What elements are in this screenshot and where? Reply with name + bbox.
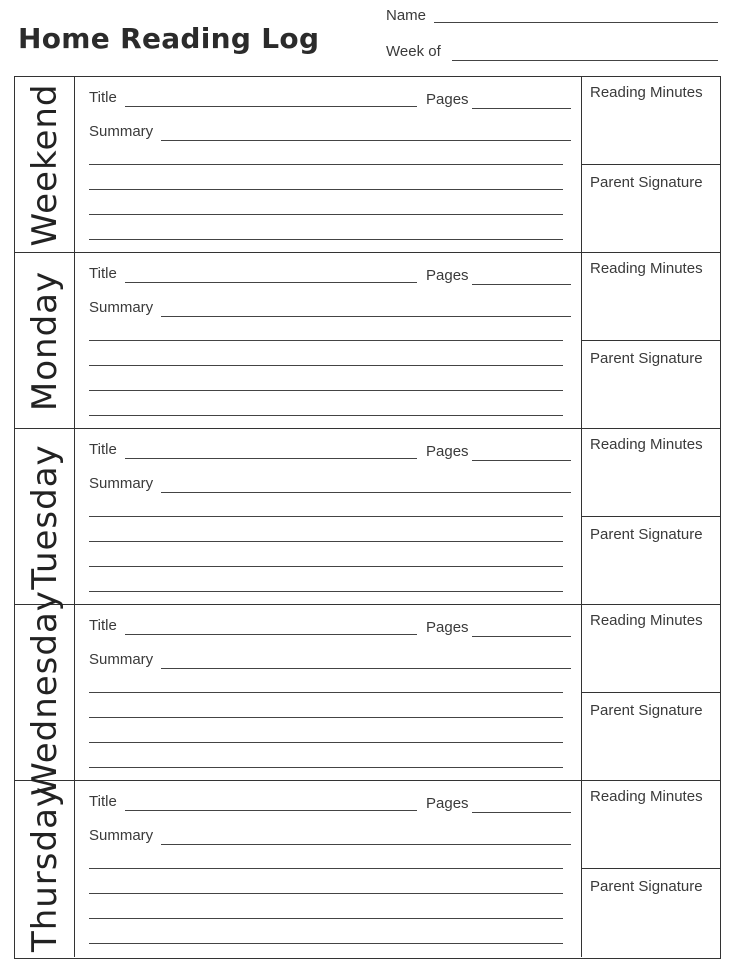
- parent-signature-label: Parent Signature: [590, 526, 703, 543]
- day-section-wednesday: [15, 589, 720, 796]
- side-boxes: [581, 781, 720, 957]
- reading-minutes-box[interactable]: [582, 605, 720, 693]
- summary-line[interactable]: [89, 893, 563, 894]
- day-label: Monday: [24, 270, 65, 411]
- summary-line[interactable]: [161, 140, 571, 141]
- pages-field[interactable]: [472, 108, 571, 109]
- summary-line[interactable]: [89, 868, 563, 869]
- title-label: Title: [89, 793, 117, 810]
- day-label: Thursday: [24, 785, 65, 953]
- summary-label: Summary: [89, 475, 154, 492]
- parent-signature-label: Parent Signature: [590, 350, 703, 367]
- summary-line[interactable]: [89, 566, 563, 567]
- summary-line[interactable]: [89, 742, 563, 743]
- reading-minutes-label: Reading Minutes: [590, 788, 703, 805]
- summary-line[interactable]: [89, 516, 563, 517]
- summary-label: Summary: [89, 299, 154, 316]
- summary-line[interactable]: [89, 943, 563, 944]
- reading-minutes-label: Reading Minutes: [590, 612, 703, 629]
- summary-line[interactable]: [161, 844, 571, 845]
- summary-line[interactable]: [89, 692, 563, 693]
- summary-line[interactable]: [89, 365, 563, 366]
- parent-signature-box[interactable]: [582, 869, 720, 957]
- side-boxes: [581, 605, 720, 780]
- parent-signature-box[interactable]: [582, 165, 720, 253]
- summary-line[interactable]: [89, 390, 563, 391]
- pages-label: Pages: [426, 91, 469, 108]
- summary-line[interactable]: [161, 668, 571, 669]
- title-field[interactable]: [125, 282, 417, 283]
- summary-line[interactable]: [89, 918, 563, 919]
- summary-label: Summary: [89, 827, 154, 844]
- entry-area: [75, 781, 581, 957]
- day-label: Tuesday: [24, 443, 65, 590]
- summary-line[interactable]: [89, 189, 563, 190]
- title-field[interactable]: [125, 458, 417, 459]
- day-section-weekend: [15, 77, 720, 253]
- day-column: [15, 77, 75, 252]
- summary-line[interactable]: [89, 591, 563, 592]
- side-boxes: [581, 77, 720, 252]
- day-column: [15, 429, 75, 604]
- name-label: Name: [386, 7, 427, 24]
- name-field[interactable]: [434, 22, 718, 23]
- pages-field[interactable]: [472, 636, 571, 637]
- week-of-label: Week of: [386, 43, 441, 60]
- entry-area: [75, 605, 581, 780]
- summary-line[interactable]: [89, 767, 563, 768]
- summary-line[interactable]: [89, 541, 563, 542]
- title-field[interactable]: [125, 634, 417, 635]
- day-section-tuesday: [15, 429, 720, 605]
- summary-line[interactable]: [89, 164, 563, 165]
- reading-minutes-box[interactable]: [582, 429, 720, 517]
- parent-signature-box[interactable]: [582, 517, 720, 605]
- day-column: [15, 781, 75, 957]
- page-title: Home Reading Log: [18, 22, 320, 55]
- title-label: Title: [89, 617, 117, 634]
- summary-label: Summary: [89, 123, 154, 140]
- reading-minutes-label: Reading Minutes: [590, 84, 703, 101]
- reading-log-grid: [14, 76, 721, 959]
- reading-minutes-label: Reading Minutes: [590, 436, 703, 453]
- summary-label: Summary: [89, 651, 154, 668]
- title-field[interactable]: [125, 810, 417, 811]
- parent-signature-label: Parent Signature: [590, 702, 703, 719]
- pages-field[interactable]: [472, 284, 571, 285]
- day-section-thursday: [15, 781, 720, 957]
- day-column: [15, 253, 75, 428]
- summary-line[interactable]: [89, 214, 563, 215]
- parent-signature-label: Parent Signature: [590, 878, 703, 895]
- parent-signature-box[interactable]: [582, 693, 720, 781]
- summary-line[interactable]: [89, 340, 563, 341]
- summary-line[interactable]: [89, 717, 563, 718]
- reading-minutes-label: Reading Minutes: [590, 260, 703, 277]
- side-boxes: [581, 253, 720, 428]
- entry-area: [75, 429, 581, 604]
- reading-minutes-box[interactable]: [582, 77, 720, 165]
- title-label: Title: [89, 89, 117, 106]
- title-field[interactable]: [125, 106, 417, 107]
- day-label: Wednesday: [24, 589, 65, 796]
- summary-line[interactable]: [89, 239, 563, 240]
- pages-label: Pages: [426, 619, 469, 636]
- reading-minutes-box[interactable]: [582, 253, 720, 341]
- pages-label: Pages: [426, 443, 469, 460]
- pages-field[interactable]: [472, 460, 571, 461]
- parent-signature-label: Parent Signature: [590, 174, 703, 191]
- side-boxes: [581, 429, 720, 604]
- entry-area: [75, 253, 581, 428]
- summary-line[interactable]: [161, 492, 571, 493]
- entry-area: [75, 77, 581, 252]
- summary-line[interactable]: [161, 316, 571, 317]
- reading-minutes-box[interactable]: [582, 781, 720, 869]
- pages-field[interactable]: [472, 812, 571, 813]
- parent-signature-box[interactable]: [582, 341, 720, 429]
- day-section-monday: [15, 253, 720, 429]
- day-label: Weekend: [24, 83, 65, 246]
- title-label: Title: [89, 441, 117, 458]
- summary-line[interactable]: [89, 415, 563, 416]
- pages-label: Pages: [426, 267, 469, 284]
- day-column: [15, 589, 75, 796]
- title-label: Title: [89, 265, 117, 282]
- pages-label: Pages: [426, 795, 469, 812]
- week-of-field[interactable]: [452, 60, 718, 61]
